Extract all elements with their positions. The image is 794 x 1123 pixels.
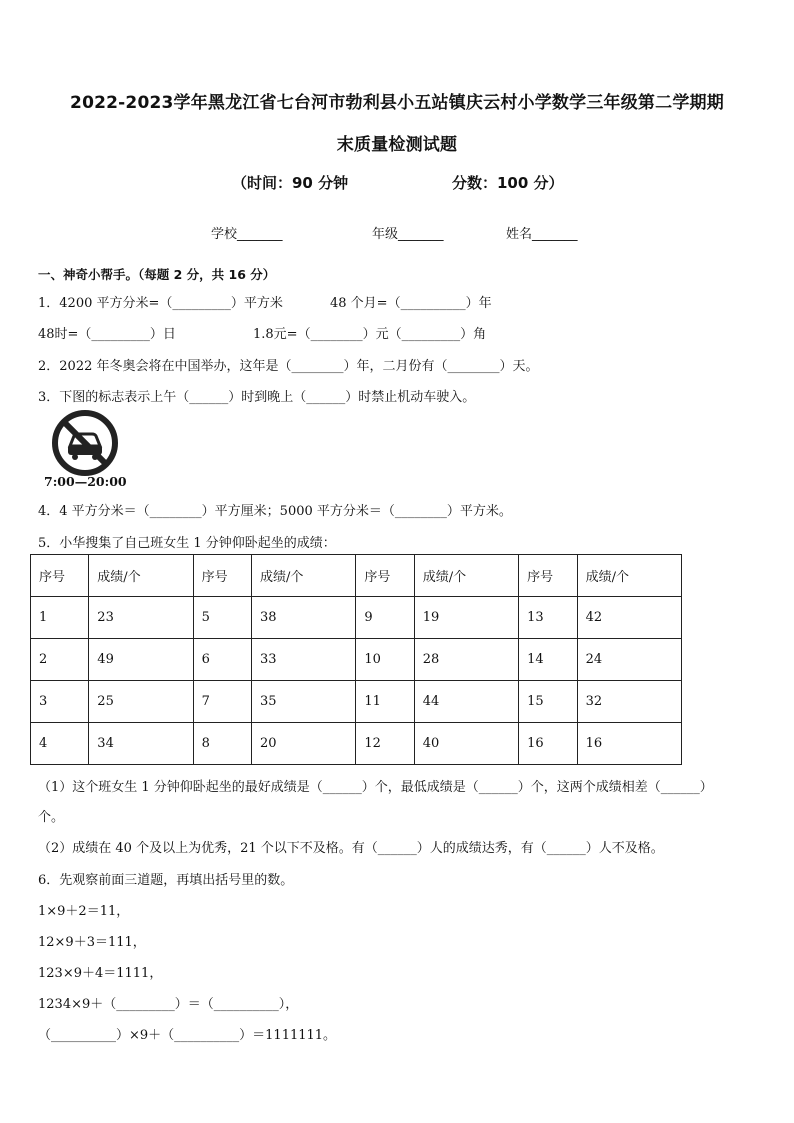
table-cell: 1 — [31, 597, 89, 639]
question-6-line-3: 123×9＋4＝1111， — [38, 966, 163, 981]
table-cell: 33 — [251, 639, 355, 681]
table-header-cell: 序号 — [193, 555, 251, 597]
score-table — [30, 554, 682, 765]
question-5-1b: 个。 — [38, 810, 65, 825]
section-heading: 一、神奇小帮手。（每题 2 分，共 16 分） — [38, 267, 276, 282]
grade-field[interactable]: 年级_______ — [372, 227, 444, 242]
question-5-2: （2）成绩在 40 个及以上为优秀，21 个以下不及格。有（______）人的成绩达秀，有（______）人不及格。 — [38, 841, 664, 856]
table-cell: 6 — [193, 639, 251, 681]
table-cell: 38 — [251, 597, 355, 639]
table-header-cell: 成绩/个 — [414, 555, 518, 597]
table-cell: 42 — [577, 597, 681, 639]
table-cell: 20 — [251, 723, 355, 765]
question-5-1a: （1）这个班女生 1 分钟仰卧起坐的最好成绩是（______）个，最低成绩是（______）个，这两个成绩相差（______） — [38, 780, 713, 795]
sign-time-caption: 7:00—20:00 — [44, 474, 127, 489]
table-cell: 40 — [414, 723, 518, 765]
table-cell: 16 — [519, 723, 577, 765]
table-cell: 10 — [356, 639, 414, 681]
exam-time: （时间：90 分钟 — [232, 174, 349, 192]
name-field[interactable]: 姓名_______ — [506, 227, 578, 242]
question-1d: 1.8元=（________）元（_________）角 — [253, 327, 487, 342]
table-cell: 8 — [193, 723, 251, 765]
table-cell: 14 — [519, 639, 577, 681]
table-cell: 19 — [414, 597, 518, 639]
table-cell: 24 — [577, 639, 681, 681]
table-cell: 34 — [89, 723, 193, 765]
question-5: 5．小华搜集了自己班女生 1 分钟仰卧起坐的成绩： — [38, 536, 336, 551]
question-6-line-1: 1×9＋2＝11， — [38, 904, 130, 919]
question-1c: 48时=（_________）日 — [38, 327, 176, 342]
table-cell: 13 — [519, 597, 577, 639]
table-cell: 5 — [193, 597, 251, 639]
table-cell: 4 — [31, 723, 89, 765]
table-cell: 16 — [577, 723, 681, 765]
table-cell: 28 — [414, 639, 518, 681]
table-cell: 12 — [356, 723, 414, 765]
table-row — [31, 639, 682, 681]
table-header-cell: 成绩/个 — [577, 555, 681, 597]
question-6-line-4: 1234×9＋（_________）＝（__________）， — [38, 997, 299, 1012]
question-2: 2．2022 年冬奥会将在中国举办，这年是（________）年，二月份有（________）天。 — [38, 359, 539, 374]
table-cell: 23 — [89, 597, 193, 639]
table-cell: 9 — [356, 597, 414, 639]
table-cell: 49 — [89, 639, 193, 681]
table-header-cell: 序号 — [356, 555, 414, 597]
table-header-cell: 序号 — [31, 555, 89, 597]
table-cell: 32 — [577, 681, 681, 723]
table-cell: 2 — [31, 639, 89, 681]
no-motor-vehicle-sign — [50, 408, 120, 478]
title-line-2: 末质量检测试题 — [336, 135, 458, 155]
table-row — [31, 723, 682, 765]
table-cell: 3 — [31, 681, 89, 723]
table-row — [31, 597, 682, 639]
question-4: 4．4 平方分米＝（________）平方厘米；5000 平方分米＝（________）平方米。 — [38, 504, 512, 519]
table-row — [31, 681, 682, 723]
table-header-cell: 序号 — [519, 555, 577, 597]
table-header-cell: 成绩/个 — [251, 555, 355, 597]
school-field[interactable]: 学校_______ — [211, 227, 283, 242]
question-6-line-2: 12×9＋3＝111， — [38, 935, 146, 950]
question-6: 6．先观察前面三道题，再填出括号里的数。 — [38, 873, 294, 888]
table-cell: 44 — [414, 681, 518, 723]
question-1b: 48 个月=（__________）年 — [330, 296, 492, 311]
question-3: 3．下图的标志表示上午（______）时到晚上（______）时禁止机动车驶入。 — [38, 390, 476, 405]
table-cell: 15 — [519, 681, 577, 723]
table-cell: 25 — [89, 681, 193, 723]
question-1a: 1．4200 平方分米=（_________）平方米 — [38, 296, 283, 311]
table-header-cell: 成绩/个 — [89, 555, 193, 597]
exam-score: 分数：100 分） — [452, 174, 564, 192]
table-cell: 35 — [251, 681, 355, 723]
table-cell: 7 — [193, 681, 251, 723]
table-header-row — [31, 555, 682, 597]
question-6-line-5: （__________）×9＋（__________）＝1111111。 — [38, 1028, 337, 1043]
title-line-1: 2022-2023学年黑龙江省七台河市勃利县小五站镇庆云村小学数学三年级第二学期期 — [70, 93, 724, 113]
table-cell: 11 — [356, 681, 414, 723]
